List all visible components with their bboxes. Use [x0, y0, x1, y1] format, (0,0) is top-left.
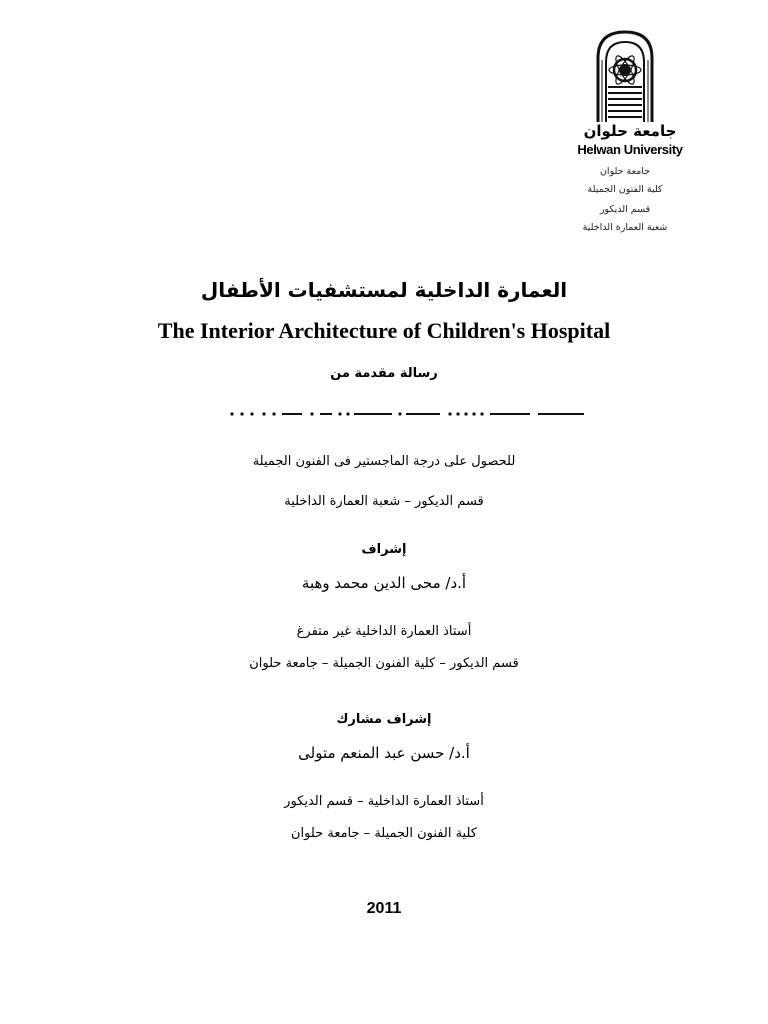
thesis-title-english: The Interior Architecture of Children's Hospital	[157, 318, 611, 343]
helwan-university-logo-icon	[594, 28, 656, 124]
co-supervision-heading: إشراف مشارك	[336, 712, 432, 727]
thesis-year: 2011	[366, 900, 402, 917]
institution-line-faculty: كلية الفنون الجميلة	[587, 184, 663, 195]
institution-line-university: جامعة حلوان	[599, 166, 651, 177]
supervisor-affiliation: قسم الديكور – كلية الفنون الجميلة – جامعة حلوان	[249, 656, 519, 671]
supervisor-name: أ.د/ محى الدين محمد وهبة	[301, 574, 467, 592]
institution-line-department: قسم الديكور	[599, 204, 651, 215]
supervision-heading: إشراف	[361, 542, 407, 557]
university-name-arabic: جامعة حلوان	[583, 122, 677, 140]
department-line: قسم الديكور – شعبة العمارة الداخلية	[284, 494, 484, 509]
supervisor-title: أستاذ العمارة الداخلية غير متفرغ	[296, 624, 472, 639]
thesis-title-arabic: العمارة الداخلية لمستشفيات الأطفال	[200, 278, 568, 302]
degree-line: للحصول على درجة الماجستير فى الفنون الجميلة	[252, 454, 516, 469]
co-supervisor-affiliation: كلية الفنون الجميلة – جامعة حلوان	[291, 826, 477, 841]
institution-line-division: شعبة العمارة الداخلية	[582, 222, 668, 233]
author-placeholder-dotted-line	[228, 408, 588, 418]
co-supervisor-name: أ.د/ حسن عبد المنعم متولى	[298, 744, 470, 762]
presented-by-label: رسالة مقدمة من	[330, 366, 438, 381]
university-name-english: Helwan University	[577, 142, 683, 157]
co-supervisor-title: أستاذ العمارة الداخلية – قسم الديكور	[284, 794, 484, 809]
